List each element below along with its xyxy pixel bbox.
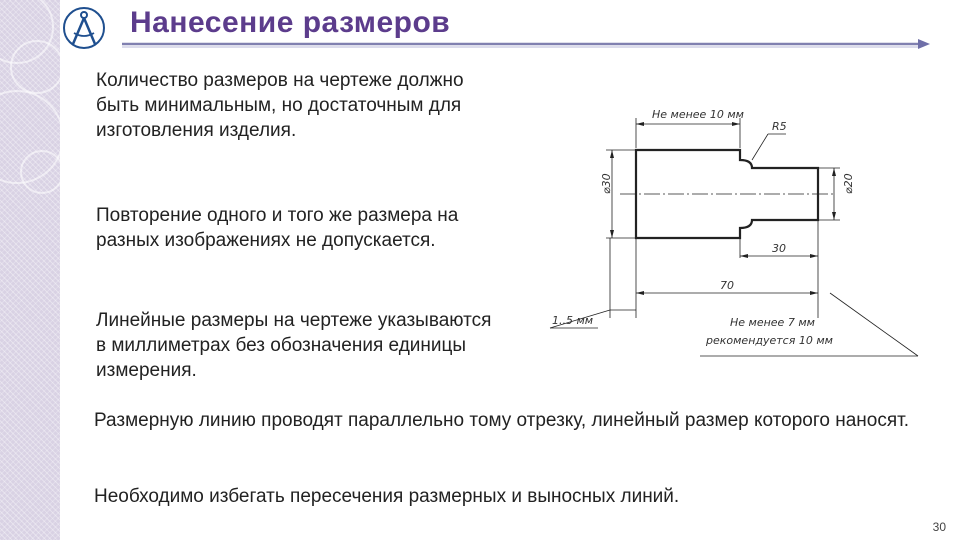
label-recommended: рекомендуется 10 мм	[706, 334, 833, 347]
label-gap: 1..5 мм	[552, 314, 594, 327]
slide-title: Нанесение размеров	[130, 6, 451, 39]
paragraph-parallel-lines: Размерную линию проводят параллельно тому отрезку, линейный размер которого наносят.	[94, 410, 909, 431]
label-dim70: 70	[720, 279, 734, 292]
decorative-side-strip	[0, 0, 60, 540]
label-not-less-10: Не менее 10 мм	[652, 108, 744, 121]
dimensioning-drawing	[540, 88, 930, 368]
label-not-less-7: Не менее 7 мм	[730, 316, 815, 329]
page-number: 30	[932, 520, 946, 534]
paragraph-minimum-dimensions: Количество размеров на чертеже должно быть минимальным, но достаточным для изготовления изделия.	[96, 70, 464, 141]
label-radius: R5	[772, 120, 787, 133]
label-dia30: ⌀30	[600, 173, 613, 194]
label-dia20: ⌀20	[842, 173, 855, 194]
label-dim30: 30	[772, 242, 786, 255]
paragraph-avoid-crossing: Необходимо избегать пересечения размерных и выносных линий.	[94, 486, 680, 507]
title-underline-arrow	[122, 38, 930, 50]
paragraph-no-repetition: Повторение одного и того же размера на разных изображениях не допускается.	[96, 205, 459, 251]
compass-logo-icon	[62, 6, 106, 50]
paragraph-millimetres: Линейные размеры на чертеже указываются в миллиметрах без обозначения единицы измерения.	[96, 310, 492, 381]
